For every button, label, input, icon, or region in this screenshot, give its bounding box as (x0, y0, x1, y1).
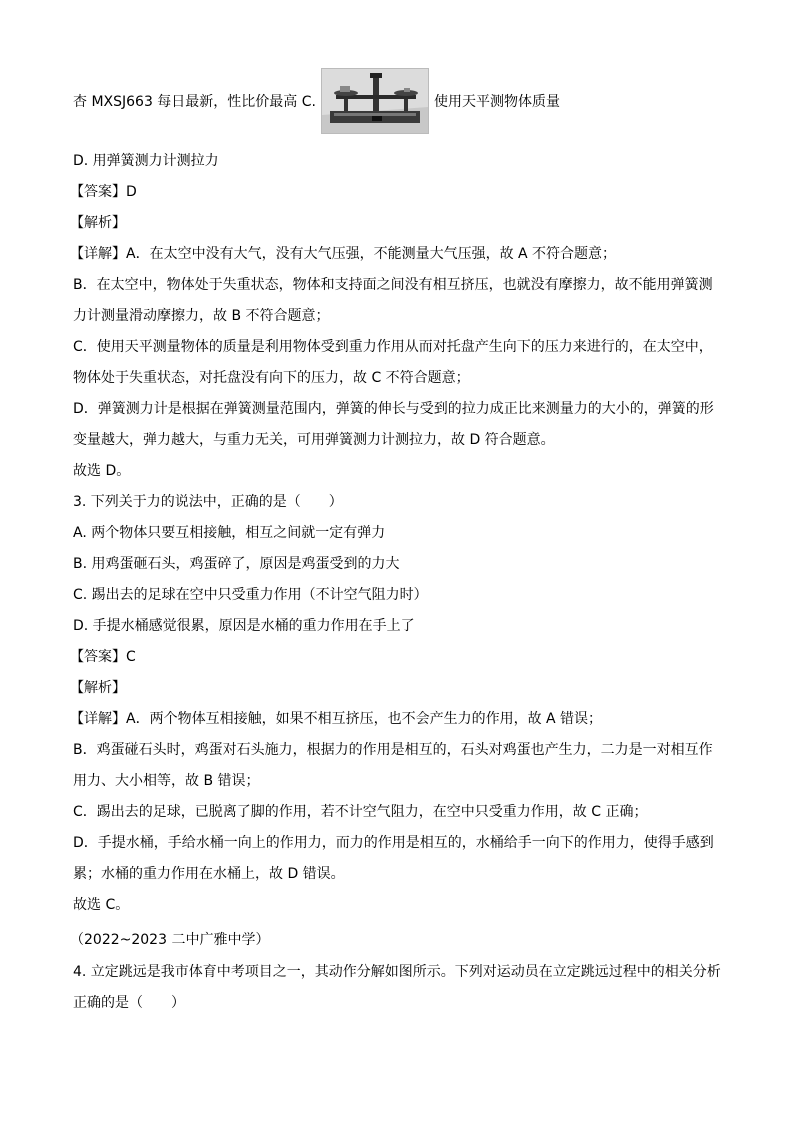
analysis-label: 【解析】 (70, 680, 126, 696)
option-c-prefix: 杏 MXSJ663 每日最新，性比价最高 C. (73, 94, 316, 110)
text-line: 故选 D。 (73, 463, 131, 479)
text-line: 物体处于失重状态，对托盘没有向下的压力，故 C 不符合题意； (73, 370, 470, 386)
option-c-line (73, 92, 316, 112)
analysis-label: 【解析】 (70, 215, 126, 231)
option-b: B. 用鸡蛋砸石头，鸡蛋碎了，原因是鸡蛋受到的力大 (73, 556, 400, 572)
question-3-stem: 3. 下列关于力的说法中，正确的是（ ） (73, 494, 343, 510)
answer-label: 【答案】D (70, 184, 137, 200)
text-line: D. 用弹簧测力计测拉力 (73, 153, 219, 169)
text-line: 【详解】A．两个物体互相接触，如果不相互挤压，也不会产生力的作用，故 A 错误； (70, 711, 603, 727)
option-d: D. 手提水桶感觉很累，原因是水桶的重力作用在手上了 (73, 618, 415, 634)
text-line: 正确的是（ ） (73, 995, 185, 1011)
option-c-suffix-line (434, 92, 560, 112)
answer-label: 【答案】C (70, 649, 136, 665)
text-line: 【详解】A．在太空中没有大气，没有大气压强，不能测量大气压强，故 A 不符合题意； (70, 246, 617, 262)
text-line: D．弹簧测力计是根据在弹簧测量范围内，弹簧的伸长与受到的拉力成正比来测量力的大小的，弹簧的形 (73, 401, 714, 417)
text-line: 力计测量滑动摩擦力，故 B 不符合题意； (73, 308, 330, 324)
text-line: D．手提水桶，手给水桶一向上的作用力，而力的作用是相互的，水桶给手一向下的作用力，使得手感到 (73, 835, 714, 851)
text-line: 故选 C。 (73, 897, 130, 913)
text-line: 用力、大小相等，故 B 错误； (73, 773, 260, 789)
text-line: B．鸡蛋碰石头时，鸡蛋对石头施力，根据力的作用是相互的，石头对鸡蛋也产生力，二力是一对相互作 (73, 742, 713, 758)
balance-scale-image (321, 68, 429, 134)
balance-scale-icon (322, 69, 428, 133)
text-line: C．踢出去的足球，已脱离了脚的作用，若不计空气阻力，在空中只受重力作用，故 C 正确； (73, 804, 648, 820)
source-note: （2022~2023 二中广雅中学） (70, 932, 270, 948)
text-line: C．使用天平测量物体的质量是利用物体受到重力作用从而对托盘产生向下的压力来进行的，在太空中， (73, 339, 713, 355)
option-c-suffix: 使用天平测物体质量 (434, 94, 560, 110)
text-line: 变量越大，弹力越大，与重力无关，可用弹簧测力计测拉力，故 D 符合题意。 (73, 432, 555, 448)
option-a: A. 两个物体只要互相接触，相互之间就一定有弹力 (73, 525, 386, 541)
question-4-stem: 4. 立定跳远是我市体育中考项目之一，其动作分解如图所示。下列对运动员在立定跳远过程中的相关分析 (73, 964, 721, 980)
option-c: C. 踢出去的足球在空中只受重力作用（不计空气阻力时） (73, 587, 428, 603)
text-line: B．在太空中，物体处于失重状态，物体和支持面之间没有相互挤压，也就没有摩擦力，故不能用弹簧测 (73, 277, 713, 293)
text-line: 累；水桶的重力作用在水桶上，故 D 错误。 (73, 866, 345, 882)
